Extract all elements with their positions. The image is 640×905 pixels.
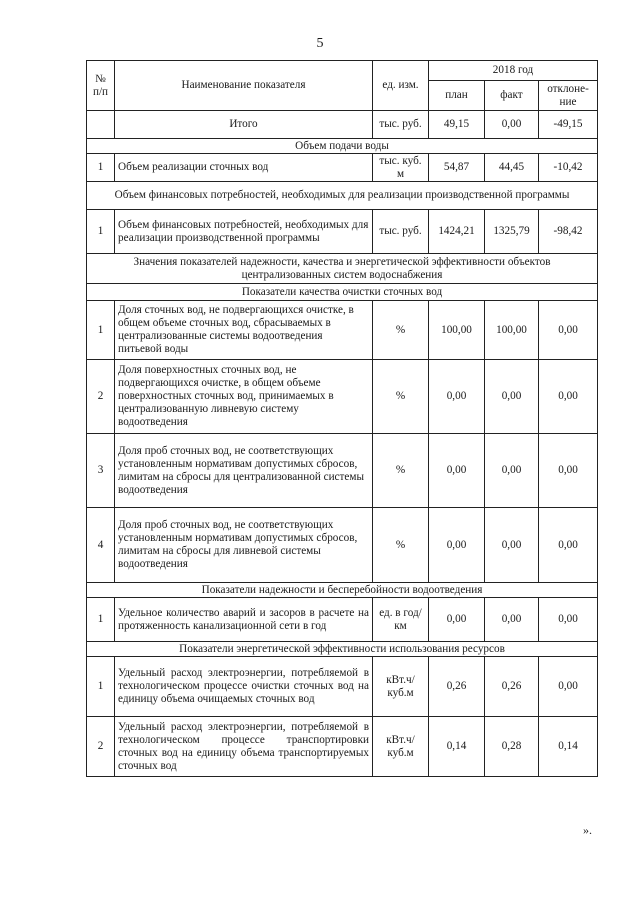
section-quality: Показатели качества очистки сточных вод — [87, 284, 598, 301]
table-row — [87, 301, 598, 360]
header-unit: ед. изм. — [373, 61, 429, 111]
cell-unit: % — [373, 508, 429, 583]
cell-name: Доля сточных вод, не подвергающихся очистке, в общем объеме сточных вод, сбрасываемых в централизованные системы водоотведения питьевой воды — [115, 301, 373, 360]
cell-fact: 0,00 — [485, 111, 539, 139]
cell-unit: % — [373, 434, 429, 508]
cell-plan: 0,14 — [429, 717, 485, 777]
cell-fact: 100,00 — [485, 301, 539, 360]
cell-name: Доля проб сточных вод, не соответствующих установленным нормативам допустимых сбросов, лимитам на сбросы для централизованной системы водоотведения — [115, 434, 373, 508]
section-row — [87, 642, 598, 657]
cell-fact: 0,00 — [485, 598, 539, 642]
cell-num: 1 — [87, 210, 115, 254]
cell-num: 2 — [87, 717, 115, 777]
cell-dev: 0,14 — [539, 717, 598, 777]
header-fact: факт — [485, 81, 539, 111]
cell-name: Удельный расход электроэнергии, потребляемой в технологическом процессе очистки сточных вод на единицу объема очищаемых сточных вод — [115, 657, 373, 717]
section-row — [87, 284, 598, 301]
cell-plan: 54,87 — [429, 154, 485, 182]
cell-name: Объем реализации сточных вод — [115, 154, 373, 182]
section-row — [87, 139, 598, 154]
cell-num: 1 — [87, 301, 115, 360]
header-row — [87, 61, 598, 81]
cell-fact: 0,00 — [485, 360, 539, 434]
cell-dev: 0,00 — [539, 434, 598, 508]
cell-num — [87, 111, 115, 139]
section-row — [87, 583, 598, 598]
cell-unit: тыс. руб. — [373, 210, 429, 254]
cell-num: 2 — [87, 360, 115, 434]
section-row — [87, 254, 598, 284]
table-row — [87, 154, 598, 182]
section-finance: Объем финансовых потребностей, необходимых для реализации производственной программы — [87, 182, 598, 210]
total-row — [87, 111, 598, 139]
cell-fact: 44,45 — [485, 154, 539, 182]
cell-name: Доля поверхностных сточных вод, не подвергающихся очистке, в общем объеме поверхностных сточных вод, принимаемых в централизованную ливневую систему водоотведения — [115, 360, 373, 434]
header-year: 2018 год — [429, 61, 598, 81]
table-row — [87, 210, 598, 254]
section-row — [87, 182, 598, 210]
cell-fact: 0,28 — [485, 717, 539, 777]
closing-quote: ». — [583, 823, 592, 837]
header-plan: план — [429, 81, 485, 111]
header-dev: отклоне-ние — [539, 81, 598, 111]
cell-plan: 1424,21 — [429, 210, 485, 254]
cell-plan: 0,00 — [429, 508, 485, 583]
section-reliability: Показатели надежности и бесперебойности водоотведения — [87, 583, 598, 598]
section-supply: Объем подачи воды — [87, 139, 598, 154]
table-row — [87, 717, 598, 777]
cell-name: Итого — [115, 111, 373, 139]
table-row — [87, 360, 598, 434]
cell-dev: -98,42 — [539, 210, 598, 254]
page-number: 5 — [316, 36, 324, 51]
cell-fact: 1325,79 — [485, 210, 539, 254]
cell-dev: 0,00 — [539, 360, 598, 434]
cell-unit: ед. в год/ км — [373, 598, 429, 642]
header-num: № п/п — [87, 61, 115, 111]
cell-num: 1 — [87, 657, 115, 717]
cell-unit: кВт.ч/ куб.м — [373, 717, 429, 777]
table-row — [87, 657, 598, 717]
cell-dev: 0,00 — [539, 598, 598, 642]
cell-num: 1 — [87, 154, 115, 182]
cell-unit: % — [373, 301, 429, 360]
cell-num: 3 — [87, 434, 115, 508]
cell-name: Доля проб сточных вод, не соответствующих установленным нормативам допустимых сбросов, лимитам на сбросы для ливневой системы водоотведения — [115, 508, 373, 583]
cell-num: 1 — [87, 598, 115, 642]
cell-fact: 0,00 — [485, 508, 539, 583]
cell-dev: 0,00 — [539, 508, 598, 583]
cell-plan: 100,00 — [429, 301, 485, 360]
cell-dev: 0,00 — [539, 301, 598, 360]
cell-plan: 0,26 — [429, 657, 485, 717]
cell-fact: 0,00 — [485, 434, 539, 508]
cell-dev: -10,42 — [539, 154, 598, 182]
cell-plan: 0,00 — [429, 434, 485, 508]
cell-num: 4 — [87, 508, 115, 583]
section-energy: Показатели энергетической эффективности использования ресурсов — [87, 642, 598, 657]
section-values: Значения показателей надежности, качества и энергетической эффективности объектов централизованных систем водоснабжения — [87, 254, 598, 284]
header-name: Наименование показателя — [115, 61, 373, 111]
cell-name: Удельный расход электроэнергии, потребляемой в технологическом процессе транспортировки сточных вод на единицу объема транспортируемых сточных вод — [115, 717, 373, 777]
table-row — [87, 598, 598, 642]
cell-name: Объем финансовых потребностей, необходимых для реализации производственной программы — [115, 210, 373, 254]
cell-unit: тыс. руб. — [373, 111, 429, 139]
table-row — [87, 508, 598, 583]
cell-unit: кВт.ч/ куб.м — [373, 657, 429, 717]
table-row — [87, 434, 598, 508]
cell-unit: тыс. куб. м — [373, 154, 429, 182]
indicators-table — [86, 60, 598, 777]
cell-dev: -49,15 — [539, 111, 598, 139]
cell-unit: % — [373, 360, 429, 434]
cell-fact: 0,26 — [485, 657, 539, 717]
cell-plan: 49,15 — [429, 111, 485, 139]
cell-dev: 0,00 — [539, 657, 598, 717]
cell-plan: 0,00 — [429, 598, 485, 642]
cell-name: Удельное количество аварий и засоров в расчете на протяженность канализационной сети в год — [115, 598, 373, 642]
cell-plan: 0,00 — [429, 360, 485, 434]
